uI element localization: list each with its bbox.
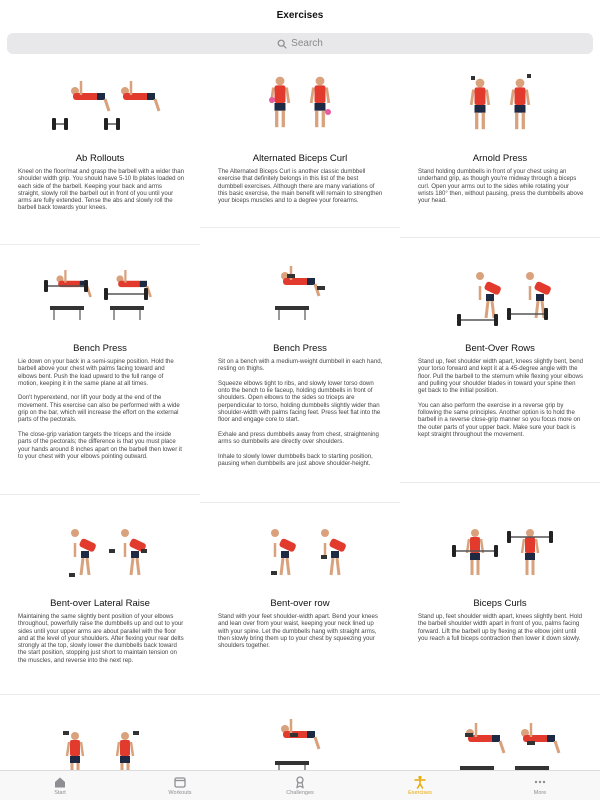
exercise-title: Arnold Press: [472, 153, 528, 164]
tab-label: Start: [54, 790, 66, 796]
chest-fly-illustration: [400, 707, 600, 770]
biceps-curl-illustration: [200, 62, 400, 150]
search-placeholder: Search: [291, 38, 323, 49]
exercise-image: [435, 256, 565, 336]
exercise-card[interactable]: [0, 707, 200, 770]
exercise-description: Stand with your feet shoulder-width apart. Bend your knees and lean over from your waist, keeping your neck lined up with your spine. Let the dumbbells hang with straight arms, then slowly bring them up to your chest by squeezing your shoulders together.: [218, 613, 378, 650]
row-divider: [400, 694, 600, 695]
tab-label: Challenges: [286, 790, 314, 796]
incline-bench-illustration: [200, 707, 400, 770]
exercise-card[interactable]: [200, 507, 400, 649]
row-divider: [200, 694, 400, 695]
ab-rollout-illustration: [0, 62, 200, 150]
exercise-card[interactable]: [200, 252, 400, 467]
tab-more[interactable]: [480, 771, 600, 800]
exercise-title: Bent-over Lateral Raise: [50, 598, 150, 609]
row-divider: [0, 244, 200, 245]
exercise-card[interactable]: [400, 252, 600, 438]
calendar-icon: [173, 775, 187, 789]
exercise-title: Bent-over row: [270, 598, 330, 609]
row-divider: [0, 494, 200, 495]
tab-label: More: [533, 790, 547, 796]
exercise-image: [35, 711, 165, 770]
tab-workouts[interactable]: [120, 771, 240, 800]
exercise-card[interactable]: [200, 707, 400, 770]
bench-press-dumbbell-illustration: [200, 252, 400, 340]
exercise-image: [435, 511, 565, 591]
exercise-grid[interactable]: [0, 62, 600, 770]
exercise-title: Bench Press: [273, 343, 327, 354]
exercise-image: [35, 256, 165, 336]
medal-icon: [293, 775, 307, 789]
exercise-description: Sit on a bench with a medium-weight dumbbell in each hand, resting on thighs. Squeeze elbows tight to ribs, and slowly lower torso down onto the bench to lie faceup, holding dumbbells in front of shoulders. Open elbows to the sides so triceps are perpendicular to torso, holding dumbbells slightly wider than shoulder-width with palms facing feet. Press feet flat into the floor and engage core to start. Exhale and press dumbbells away from chest, straightening arms so dumbbells are directly over shoulders. Inhale to slowly lower dumbbells back to starting position, pausing when dumbbells are just above shoulder-height.: [218, 358, 383, 468]
tab-start[interactable]: [0, 771, 120, 800]
exercise-title: Alternated Biceps Curl: [252, 153, 348, 164]
bent-over-rows-illustration: [400, 252, 600, 340]
exercise-image: [235, 511, 365, 591]
search-icon: [277, 39, 287, 49]
exercise-description: Stand up, feet shoulder width apart, knees slightly bent, bend your torso forward and kept it at a 45-degree angle with the floor. Pull the barbell to the sternum while flexing your elbows and pulling your shoulder blades in toward your spine then get back to the initial position. You can also perform the exercise in a reverse grip by following the same principles. Another option is to hold the barbell in a reverse close-grip manner so you focus more on the outer parts of your upper back. Make sure your back is kept straight throughout the movement.: [418, 358, 583, 438]
exercise-card[interactable]: [200, 62, 400, 204]
navigation-bar: [0, 0, 600, 30]
exercise-card[interactable]: [400, 62, 600, 204]
tab-label: Exercises: [408, 790, 432, 796]
exercise-card[interactable]: [0, 507, 200, 664]
lateral-raise-illustration: [0, 507, 200, 595]
exercise-card[interactable]: [0, 62, 200, 212]
row-divider: [200, 227, 400, 228]
tab-bar: [0, 770, 600, 800]
bench-press-barbell-illustration: [0, 252, 200, 340]
exercise-title: Ab Rollouts: [75, 153, 125, 164]
exercise-description: Lie down on your back in a semi-supine position. Hold the barbell above your chest with palms facing toward and elbows bent. Push the load upward to the full range of motion, keeping it in the same plane at all times. Don't hyperextend, nor lift your body at the end of the movement. This exercise can also be performed with a wide grip on the bar, which will increase the effort on the external parts of the pectorals. The close-grip variation targets the triceps and the inside parts of the pectorals; the difference is that you must place your hands around 8 inches apart on the barbell then lower it to your chest with your elbows pointing outward.: [18, 358, 182, 460]
exercise-description: Stand holding dumbbells in front of your chest using an underhand grip, as though you're midway through a biceps curl. Open your arms out to the sides while rotating your wrists 180° then, without pausing, press the dumbbells above your head.: [418, 168, 584, 205]
exercise-title: Biceps Curls: [473, 598, 527, 609]
more-dots-icon: [533, 775, 547, 789]
exercise-description: Maintaining the same slightly bent position of your elbows throughout, powerfully raise the dumbbells up and out to your sides until your upper arms are about parallel with the floor and at the level of your shoulders. After flexing your rear delts strongly at the top, slowly lower the dumbbells back toward the start position, stopping just short to maintain tension on the muscles, and reverse into the next rep.: [18, 613, 184, 664]
row-divider: [0, 694, 200, 695]
tab-challenges[interactable]: [240, 771, 360, 800]
exercise-image: [435, 66, 565, 146]
person-icon: [413, 775, 427, 789]
exercise-title: Bench Press: [73, 343, 127, 354]
exercise-image: [35, 511, 165, 591]
exercise-image: [235, 711, 365, 770]
exercise-description: The Alternated Biceps Curl is another classic dumbbell exercise that definitely belongs in this list of the best dumbbell exercises. Although there are many variations of this basic exercise, the main benefit will remain to strengthen your biceps muscles and to a degree your forearms.: [218, 168, 383, 205]
exercise-image: [435, 711, 565, 770]
exercise-card[interactable]: [0, 252, 200, 460]
bent-over-row-illustration: [200, 507, 400, 595]
home-icon: [53, 775, 67, 789]
biceps-curls-barbell-illustration: [400, 507, 600, 595]
exercise-image: [235, 66, 365, 146]
exercise-image: [235, 256, 365, 336]
row-divider: [400, 482, 600, 483]
exercise-description: Stand up, feet shoulder width apart, knees slightly bent. Hold the barbell shoulder width apart in front of you, palms facing forward. Lift the barbell up by flexing at the elbow joint until you reach a full biceps contraction then lower it down slowly.: [418, 613, 582, 642]
exercise-description: Kneel on the floor/mat and grasp the barbell with a wider than shoulder width grip. You should have 5-10 lb plates loaded on each side of the barbell. Keeping your back and arms straight, slowly roll the barbell out in front of you until your arms are fully extended. Tense the abs and slowly roll the barbell back towards your knees.: [18, 168, 185, 212]
tab-label: Workouts: [168, 790, 192, 796]
row-divider: [200, 502, 400, 503]
exercise-title: Bent-Over Rows: [465, 343, 535, 354]
exercise-image: [35, 66, 165, 146]
exercise-card[interactable]: [400, 707, 600, 770]
exercise-card[interactable]: [400, 507, 600, 642]
page-title: Exercises: [276, 9, 324, 21]
row-divider: [400, 237, 600, 238]
shoulder-press-illustration: [0, 707, 200, 770]
search-input[interactable]: [7, 33, 593, 54]
tab-exercises[interactable]: [360, 771, 480, 800]
arnold-press-illustration: [400, 62, 600, 150]
